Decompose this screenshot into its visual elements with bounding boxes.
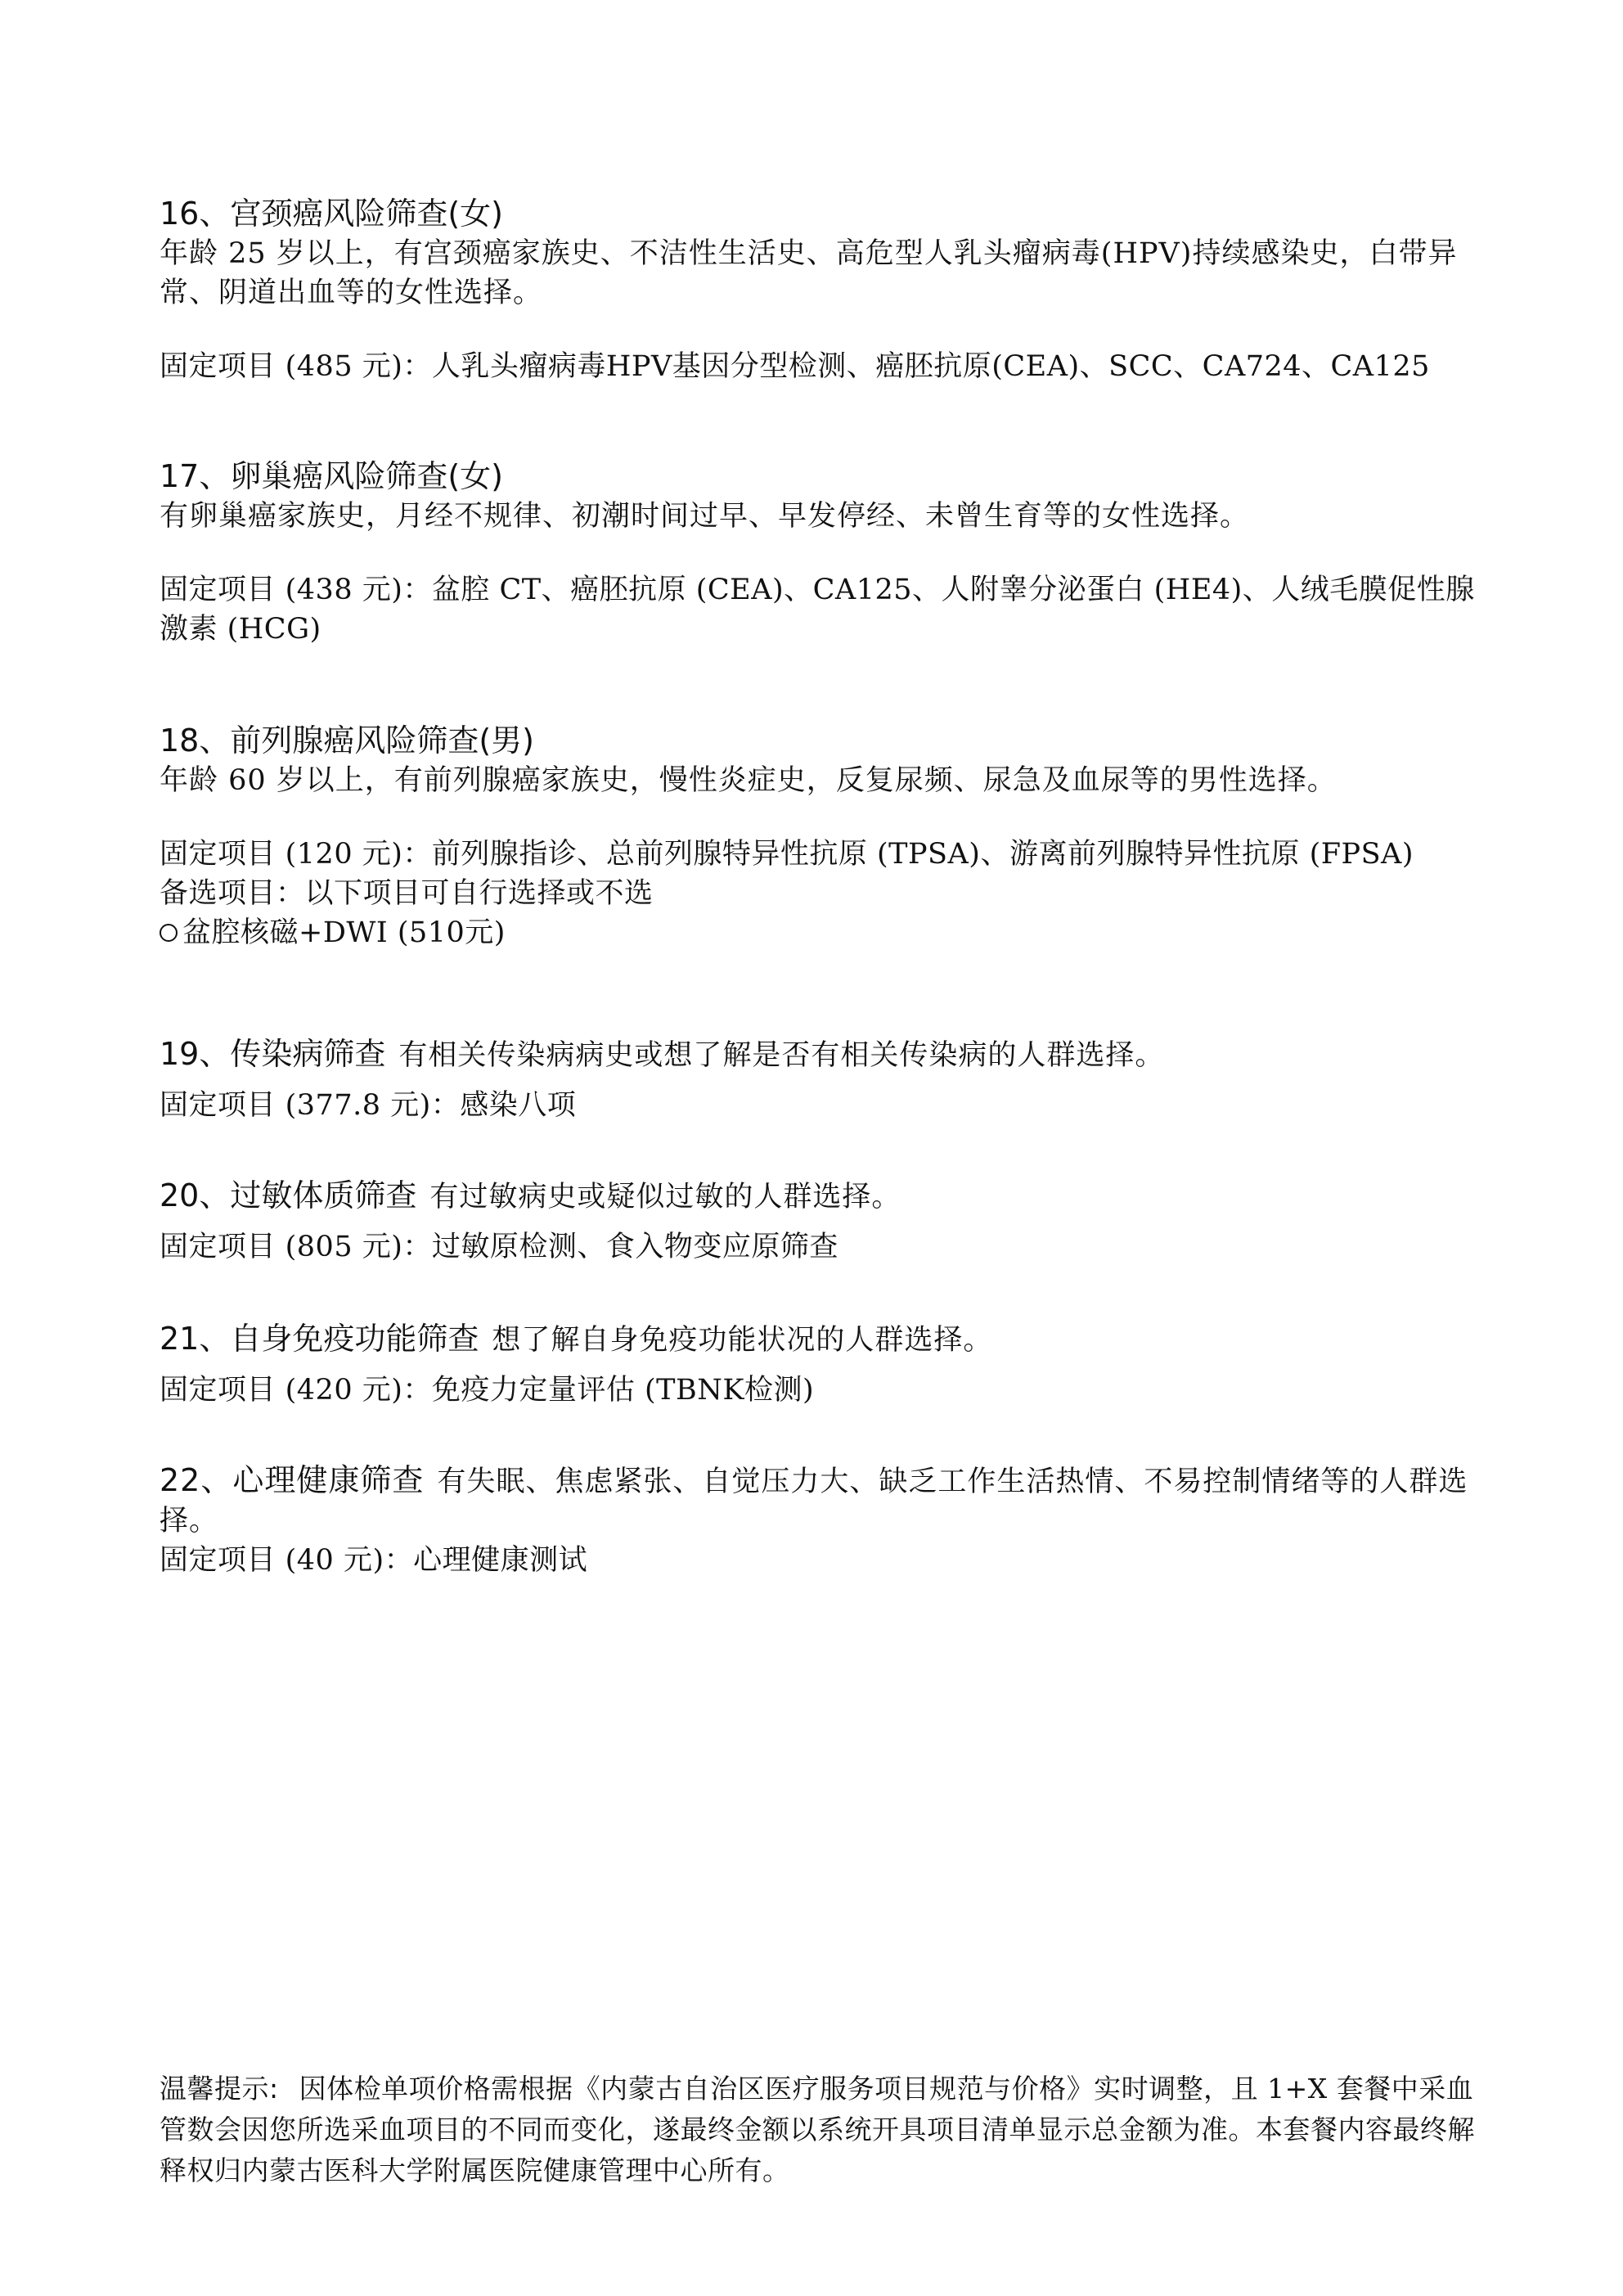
tip-text: 因体检单项价格需根据《内蒙古自治区医疗服务项目规范与价格》实时调整，且 1+X 套餐中采血管数会因您所选采血项目的不同而变化，遂最终金额以系统开具项目清单显示总金额为准。本套餐内容最终解释权归内蒙古医科大学附属医院健康管理中心所有。 xyxy=(160,2073,1475,2186)
fixed-items: 固定项目 (120 元)：前列腺指诊、总前列腺特异性抗原 (TPSA)、游离前列腺特异性抗原 (FPSA) xyxy=(160,838,1414,871)
section-18 xyxy=(160,720,1485,952)
fixed-items: 固定项目 (805 元)：过敏原检测、食入物变应原筛查 xyxy=(160,1231,838,1263)
section-description: 年龄 60 岁以上，有前列腺癌家族史，慢性炎症史，反复尿频、尿急及血尿等的男性选择。 xyxy=(160,764,1337,797)
section-heading: 19、传染病筛查 xyxy=(160,1036,386,1072)
section-heading: 17、卵巢癌风险筛查(女) xyxy=(160,458,504,494)
section-description: 年龄 25 岁以上，有宫颈癌家族史、不洁性生活史、高危型人乳头瘤病毒(HPV)持续感染史，白带异常、阴道出血等的女性选择。 xyxy=(160,237,1458,309)
fixed-items: 固定项目 (420 元)：免疫力定量评估 (TBNK检测) xyxy=(160,1374,815,1407)
section-heading-row xyxy=(160,1318,1485,1361)
section-heading: 18、前列腺癌风险筛查(男) xyxy=(160,723,535,759)
section-description: 有过敏病史或疑似过敏的人群选择。 xyxy=(429,1181,901,1213)
section-description: 有失眠、焦虑紧张、自觉压力大、缺乏工作生活热情、不易控制情绪等的人群选择。 xyxy=(160,1465,1468,1537)
section-heading-row xyxy=(160,1175,1485,1218)
fixed-items: 固定项目 (377.8 元)：感染八项 xyxy=(160,1089,577,1122)
section-20 xyxy=(160,1175,1485,1267)
section-17 xyxy=(160,456,1485,649)
section-heading-row xyxy=(160,1460,1485,1541)
fixed-items: 固定项目 (40 元)：心理健康测试 xyxy=(160,1544,588,1577)
section-19 xyxy=(160,1033,1485,1125)
section-heading: 16、宫颈癌风险筛查(女) xyxy=(160,196,504,232)
section-22 xyxy=(160,1460,1485,1580)
section-heading: 22、心理健康筛查 xyxy=(160,1462,425,1498)
section-description: 有相关传染病病史或想了解是否有相关传染病的人群选择。 xyxy=(398,1039,1165,1072)
section-heading: 20、过敏体质筛查 xyxy=(160,1177,417,1213)
optional-items-label: 备选项目：以下项目可自行选择或不选 xyxy=(160,877,654,910)
section-heading-row xyxy=(160,1033,1485,1076)
tip-label: 温馨提示: xyxy=(160,2073,279,2105)
fixed-items: 固定项目 (438 元)：盆腔 CT、癌胚抗原 (CEA)、CA125、人附睾分泌蛋白 (HE4)、人绒毛膜促性腺激素 (HCG) xyxy=(160,574,1475,646)
section-description: 有卵巢癌家族史，月经不规律、初潮时间过早、早发停经、未曾生育等的女性选择。 xyxy=(160,500,1250,533)
section-description: 想了解自身免疫功能状况的人群选择。 xyxy=(492,1324,993,1357)
section-16 xyxy=(160,193,1485,386)
optional-item[interactable] xyxy=(160,913,1485,952)
section-heading: 21、自身免疫功能筛查 xyxy=(160,1321,479,1357)
section-21 xyxy=(160,1318,1485,1410)
footer-tip xyxy=(160,2069,1485,2191)
optional-item-label: 盆腔核磁+DWI (510元) xyxy=(182,916,506,949)
fixed-items: 固定项目 (485 元)：人乳头瘤病毒HPV基因分型检测、癌胚抗原(CEA)、SCC、CA724、CA125 xyxy=(160,350,1430,383)
radio-circle-icon[interactable] xyxy=(160,924,178,942)
